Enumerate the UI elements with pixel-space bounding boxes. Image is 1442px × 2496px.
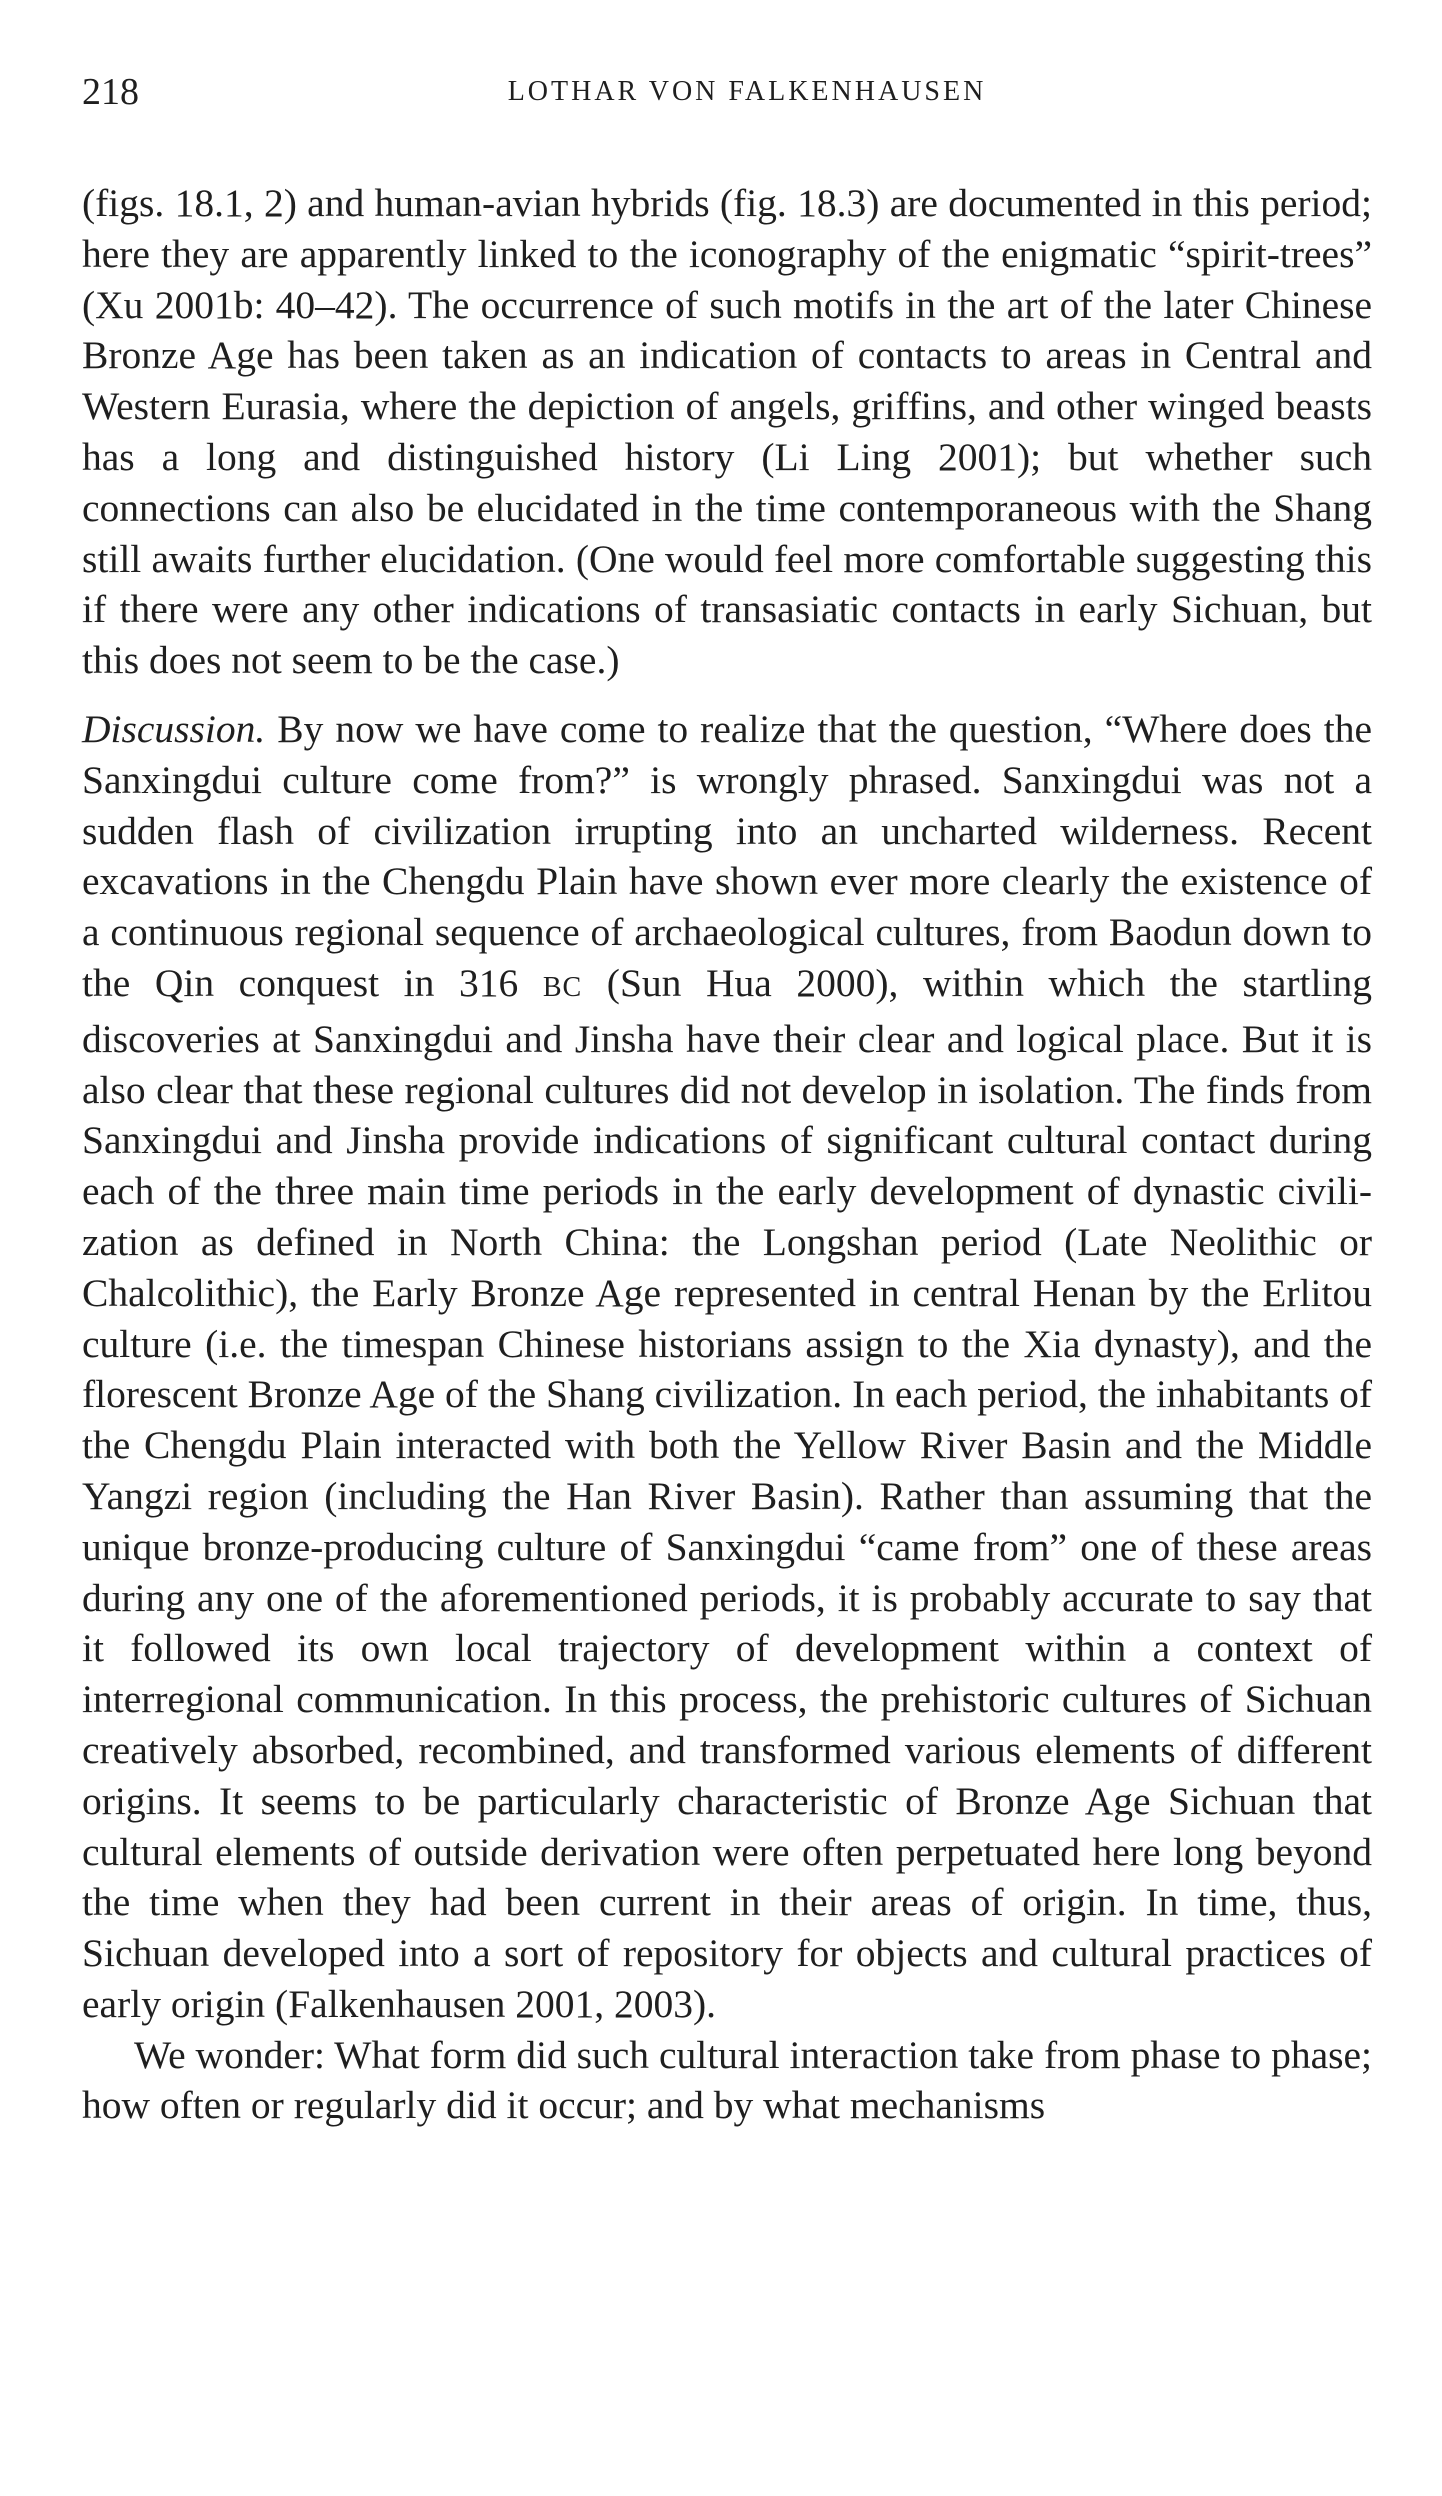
paragraph-discussion-text-b: (Sun Hua 2000), within which the startling discoveries at Sanxingdui and Jinsha have their clear and logical place. But it is also clear that these regional cultures did not develop in isolation. The finds from Sanxingdui and Jinsha provide indications of significant cultural contact during each of the three main time periods in the early development of dynastic civilization as defined in North China: the Longshan period (Late Neolithic or Chalcolithic), the Early Bronze Age represented in central Henan by the Erlitou culture (i.e. the timespan Chinese historians assign to the Xia dynasty), and the florescent Bronze Age of the Shang civilization. In each period, the inhabitants of the Chengdu Plain interacted with both the Yellow River Basin and the Middle Yangzi region (including the Han River Basin). Rather than assuming that the unique bronze-producing culture of Sanxingdui “came from” one of these areas during any one of the aforementioned periods, it is probably accurate to say that it followed its own local trajectory of development within a context of interregional communication. In this process, the prehistoric cultures of Sichuan creatively absorbed, recombined, and transformed various elements of different origins. It seems to be particularly characteristic of Bronze Age Sichuan that cultural elements of outside derivation were often perpetuated here long beyond the time when they had been current in their areas of origin. In time, thus, Sichuan developed into a sort of repository for objects and cultural practices of early origin (Falkenhausen 2001, 2003). [82, 960, 1372, 2026]
body-text [82, 178, 1372, 2131]
running-head-author: LOTHAR VON FALKENHAUSEN [507, 76, 987, 107]
page-number: 218 [82, 71, 139, 113]
paragraph-discussion-text-a: By now we have come to realize that the question, “Where does the Sanxingdui culture come from?” is wrongly phrased. Sanxingdui was not a sudden flash of civilization irrupting into an uncharted wilderness. Recent excavations in the Chengdu Plain have shown ever more clearly the existence of a continuous regional sequence of archaeological cultures, from Baodun down to the Qin conquest in 316 [82, 706, 1372, 1005]
paragraph-discussion [82, 704, 1372, 2030]
era-abbreviation: BC [542, 971, 583, 1003]
run-in-heading: Discussion. [82, 706, 266, 751]
book-page [82, 70, 1372, 2131]
running-head [82, 70, 1372, 130]
paragraph-1: (figs. 18.1, 2) and human-avian hybrids (fig. 18.3) are documented in this period; here they are apparently linked to the iconography of the enigmatic “spirit-trees” (Xu 2001b: 40–42). The occurrence of such motifs in the art of the later Chinese Bronze Age has been taken as an indication of contacts to areas in Central and Western Eurasia, where the depiction of angels, griffins, and other winged beasts has a long and distinguished history (Li Ling 2001); but whether such connections can also be elucidated in the time contemporaneous with the Shang still awaits further elucidation. (One would feel more comfortable suggesting this if there were any other indications of transasiatic contacts in early Sichuan, but this does not seem to be the case.) [82, 181, 1372, 683]
paragraph-3: We wonder: What form did such cultural interaction take from phase to phase; how often or regularly did it occur; and by what mechanisms [82, 2032, 1372, 2128]
